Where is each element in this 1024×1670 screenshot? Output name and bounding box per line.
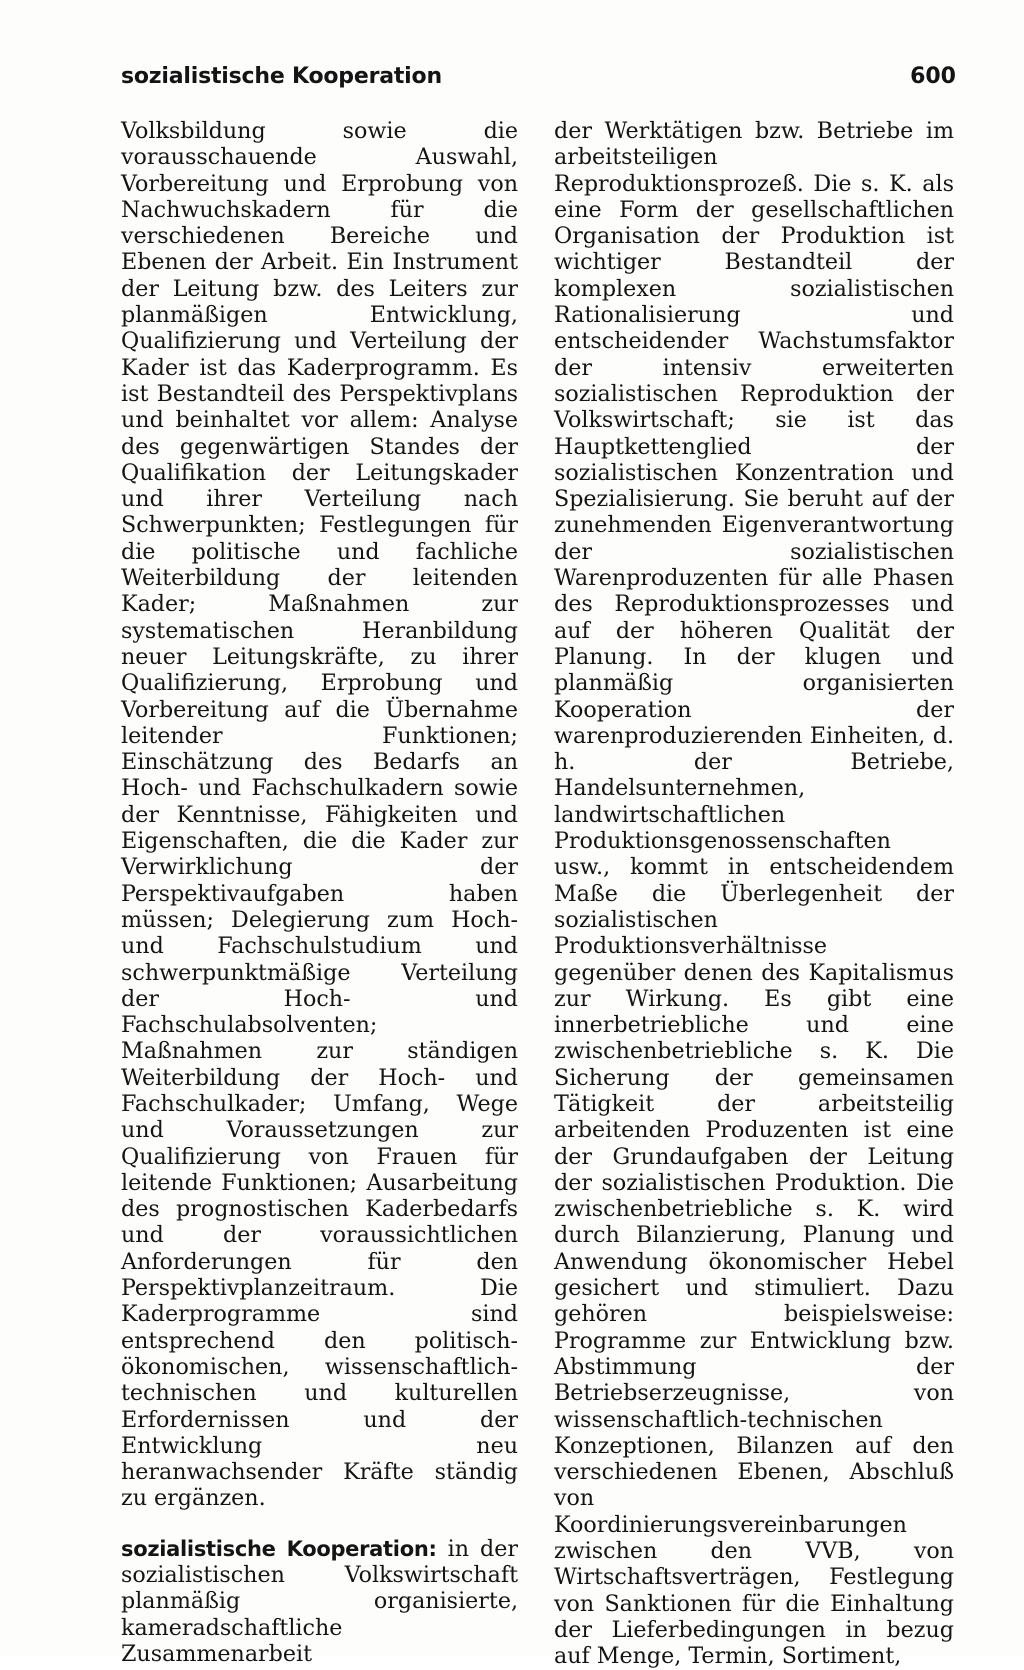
left-column	[121, 118, 518, 1667]
left-paragraph: Volksbildung sowie die vorausschauende Auswahl, Vorbereitung und Erprobung von Nachwuchskadern für die verschiedenen Bereiche und Ebenen der Arbeit. Ein Instrument der Leitung bzw. des Leiters zur planmäßigen Entwicklung, Qualifizierung und Verteilung der Kader ist das Kaderprogramm. Es ist Bestandteil des Perspektivplans und beinhaltet vor allem: Analyse des gegenwärtigen Standes der Qualifikation der Leitungskader und ihrer Verteilung nach Schwerpunkten; Festlegungen für die politische und fachliche Weiterbildung der leitenden Kader; Maßnahmen zur systematischen Heranbildung neuer Leitungskräfte, zu ihrer Qualifizierung, Erprobung und Vorbereitung auf die Übernahme leitender Funktionen; Einschätzung des Bedarfs an Hoch- und Fachschulkadern sowie der Kenntnisse, Fähigkeiten und Eigenschaften, die die Kader zur Verwirklichung der Perspektivaufgaben haben müssen; Delegierung zum Hoch- und Fachschulstudium und schwerpunktmäßige Verteilung der Hoch- und Fachschulabsolventen; Maßnahmen zur ständigen Weiterbildung der Hoch- und Fachschulkader; Umfang, Wege und Voraussetzungen zur Qualifizierung von Frauen für leitende Funktionen; Ausarbeitung des prognostischen Kaderbedarfs und der voraussichtlichen Anforderungen für den Perspektivplanzeitraum. Die Kaderprogramme sind entsprechend den politisch-ökonomischen, wissenschaftlich-technischen und kulturellen Erfordernissen und der Entwicklung neu heranwachsender Kräfte ständig zu ergänzen.	[121, 118, 518, 1512]
right-paragraph: der Werktätigen bzw. Betriebe im arbeitsteiligen Reproduktionsprozeß. Die s. K. als eine Form der gesellschaftlichen Organisation der Produktion ist wichtiger Bestandteil der komplexen sozialistischen Rationalisierung und entscheidender Wachstumsfaktor der intensiv erweiterten sozialistischen Reproduktion der Volkswirtschaft; sie ist das Hauptkettenglied der sozialistischen Konzentration und Spezialisierung. Sie beruht auf der zunehmenden Eigenverantwortung der sozialistischen Warenproduzenten für alle Phasen des Reproduktionsprozesses und auf der höheren Qualität der Planung. In der klugen und planmäßig organisierten Kooperation der warenproduzierenden Einheiten, d. h. der Betriebe, Handelsunternehmen, landwirtschaftlichen Produktionsgenossenschaften usw., kommt in entscheidendem Maße die Überlegenheit der sozialistischen Produktionsverhältnisse gegenüber denen des Kapitalismus zur Wirkung. Es gibt eine innerbetriebliche und eine zwischenbetriebliche s. K. Die Sicherung der gemeinsamen Tätigkeit der arbeitsteilig arbeitenden Produzenten ist eine der Grundaufgaben der Leitung der sozialistischen Produktion. Die zwischenbetriebliche s. K. wird durch Bilanzierung, Planung und Anwendung ökonomischer Hebel gesichert und stimuliert. Dazu gehören beispielsweise: Programme zur Entwicklung bzw. Abstimmung der Betriebserzeugnisse, von wissenschaftlich-technischen Konzeptionen, Bilanzen auf den verschiedenen Ebenen, Abschluß von Koordinierungsvereinbarungen zwischen den VVB, von Wirtschaftsverträgen, Festlegung von Sanktionen für die Einhaltung der Lieferbedingungen in bezug auf Menge, Termin, Sortiment,	[554, 118, 954, 1670]
running-head-title: sozialistische Kooperation	[121, 64, 442, 89]
right-column	[554, 118, 954, 1670]
entry-term: sozialistische Kooperation:	[121, 1536, 437, 1561]
entry-definition-start: in der sozialistischen Volkswirtschaft planmäßig organisierte, kameradschaftliche Zusammenarbeit	[121, 1535, 518, 1667]
page-number: 600	[910, 64, 956, 89]
dictionary-entry	[121, 1536, 518, 1667]
running-head	[121, 64, 956, 98]
